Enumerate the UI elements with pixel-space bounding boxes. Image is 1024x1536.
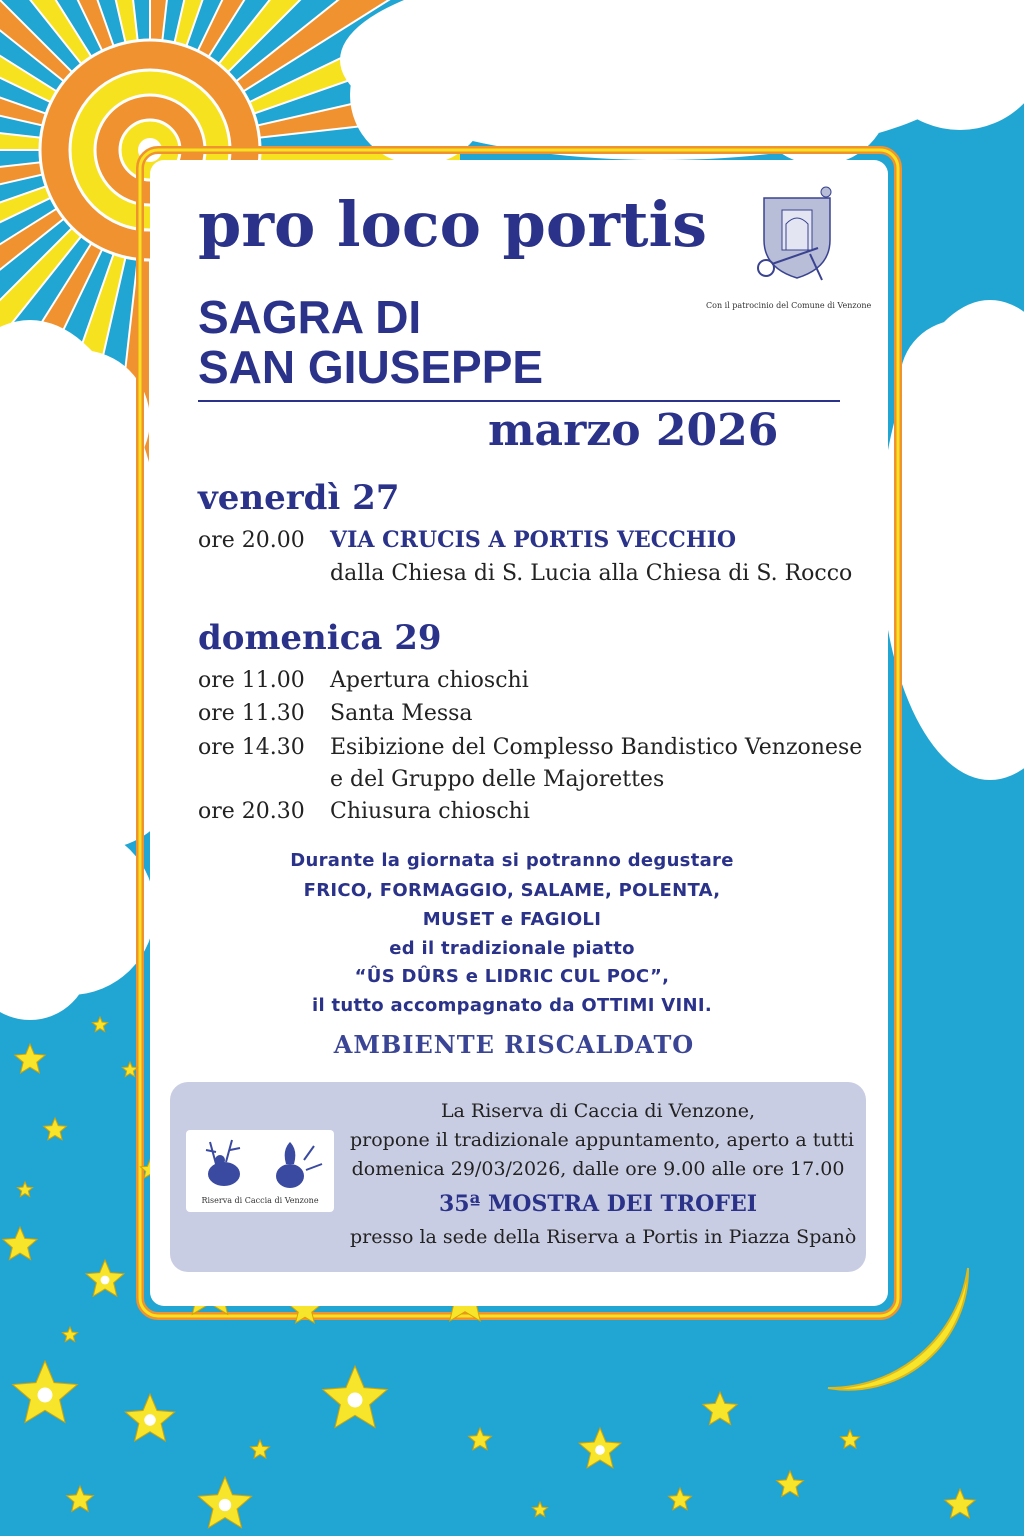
heated-venue-note: AMBIENTE RISCALDATO	[333, 1030, 695, 1059]
event-title: Santa Messa	[330, 701, 473, 726]
patronage-note: Con il patrocinio del Comune di Venzone	[706, 301, 872, 310]
star-icon	[841, 1430, 860, 1448]
star-icon	[17, 1182, 32, 1197]
food-line: Durante la giornata si potranno degustare	[290, 850, 734, 871]
hunting-reserve-logo-caption: Riserva di Caccia di Venzone	[201, 1196, 319, 1205]
star-icon	[44, 1118, 67, 1140]
star-icon	[669, 1488, 692, 1510]
event-title: VIA CRUCIS A PORTIS VECCHIO	[330, 527, 737, 553]
food-line: MUSET e FAGIOLI	[422, 909, 602, 930]
day-heading-friday: venerdì 27	[198, 478, 400, 518]
star-icon	[469, 1428, 492, 1450]
event-time: ore 11.30	[198, 701, 305, 726]
star-icon	[122, 1062, 137, 1077]
event-time: ore 20.30	[198, 799, 305, 824]
event-month: marzo 2026	[488, 405, 779, 456]
event-time: ore 14.30	[198, 735, 305, 760]
food-line: FRICO, FORMAGGIO, SALAME, POLENTA,	[303, 880, 721, 901]
star-icon	[945, 1489, 975, 1518]
coat-of-arms-icon	[752, 184, 842, 284]
food-line: il tutto accompagnato da OTTIMI VINI.	[311, 995, 713, 1016]
day-heading-sunday: domenica 29	[198, 618, 442, 658]
brand-title: pro loco portis	[198, 188, 708, 261]
star-icon	[777, 1471, 804, 1496]
event-subtitle: e del Gruppo delle Majorettes	[330, 767, 665, 792]
food-line: ed il tradizionale piatto	[389, 938, 635, 959]
star-icon	[3, 1227, 37, 1260]
hunt-line: La Riserva di Caccia di Venzone,	[440, 1100, 756, 1122]
star-icon	[251, 1440, 270, 1458]
food-line: “ÛS DÛRS e LIDRIC CUL POC”,	[354, 966, 670, 987]
star-icon	[703, 1392, 737, 1425]
star-icon	[532, 1502, 547, 1517]
event-time: ore 11.00	[198, 668, 305, 693]
title-divider	[198, 400, 840, 402]
event-title-line2: SAN GIUSEPPE	[198, 341, 544, 393]
hunt-line: domenica 29/03/2026, dalle ore 9.00 alle ore 17.00	[351, 1158, 845, 1180]
deer-icon	[186, 1130, 334, 1200]
hunt-line: presso la sede della Riserva a Portis in Piazza Spanò	[350, 1226, 857, 1248]
hunt-line: propone il tradizionale appuntamento, aperto a tutti	[350, 1129, 854, 1151]
event-subtitle: dalla Chiesa di S. Lucia alla Chiesa di S. Rocco	[330, 561, 853, 586]
event-title: Apertura chioschi	[330, 668, 529, 693]
event-title: Esibizione del Complesso Bandistico Venzonese	[330, 735, 863, 760]
event-title-line1: SAGRA DI	[198, 291, 422, 343]
star-icon	[62, 1327, 77, 1342]
event-time: ore 20.00	[198, 528, 305, 553]
trophy-show-title: 35ª MOSTRA DEI TROFEI	[438, 1191, 758, 1217]
star-icon	[67, 1486, 94, 1511]
event-title: Chiusura chioschi	[330, 799, 530, 824]
